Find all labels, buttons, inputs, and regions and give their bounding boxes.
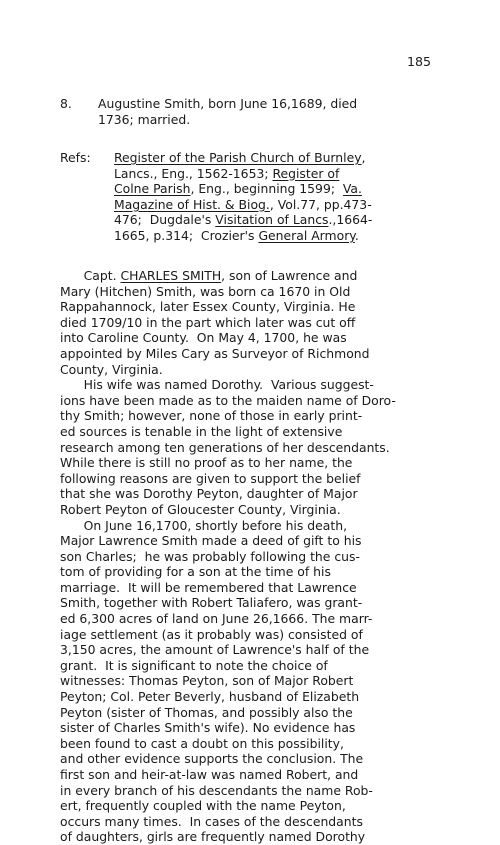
body-line [60, 611, 450, 627]
text-run: While there is still no proof as to her name, the [60, 455, 353, 471]
text-run: Robert Peyton of Gloucester County, Virginia. [60, 501, 341, 517]
underlined-text: Register of the Parish Church of Burnley [114, 150, 362, 165]
text-run: into Caroline County. On May 4, 1700, he was [60, 330, 347, 346]
text-run: ed sources is tenable in the light of extensive [60, 423, 343, 439]
body-line [60, 346, 450, 362]
body-line [60, 580, 450, 596]
body-line [60, 658, 450, 674]
body-text [60, 268, 450, 845]
text-run: County, Virginia. [60, 361, 163, 377]
refs-line [114, 150, 474, 166]
text-run: following reasons are given to support the belief [60, 470, 361, 486]
text-run: . [354, 227, 359, 243]
refs-line [114, 181, 474, 197]
body-line [60, 533, 450, 549]
text-run: witnesses: Thomas Peyton, son of Major Robert [60, 673, 354, 689]
body-line [60, 518, 450, 534]
text-run: grant. It is significant to note the choice of [60, 657, 328, 673]
underlined-text: Register of [272, 165, 340, 181]
body-line [60, 440, 450, 456]
refs-line [114, 197, 474, 213]
underlined-text: Va. [342, 181, 362, 197]
text-run: first son and heir-at-law was named Robert, and [60, 767, 359, 782]
refs-line [114, 228, 474, 244]
text-run: Major Lawrence Smith made a deed of gift to his [60, 533, 362, 549]
body-line [60, 549, 450, 565]
text-run: Capt. [60, 268, 121, 283]
text-run: ed 6,300 acres of land on June 26,1666. The marr- [60, 611, 373, 627]
text-run: Rappahannock, later Essex County, Virginia. He [60, 299, 356, 315]
refs-body [114, 150, 474, 244]
text-run: appointed by Miles Cary as Surveyor of Richmond [60, 345, 370, 361]
body-line [60, 783, 450, 799]
underlined-text: CHARLES SMITH [120, 268, 222, 283]
body-line [60, 471, 450, 487]
body-line [60, 564, 450, 580]
body-line [60, 627, 450, 643]
text-run: and other evidence supports the conclusion. The [60, 751, 364, 767]
body-line [60, 330, 450, 346]
body-line [60, 642, 450, 658]
text-run: ions have been made as to the maiden name of Doro- [60, 392, 396, 408]
body-line [60, 767, 450, 783]
refs-label: Refs: [60, 150, 91, 165]
text-run: iage settlement (as it probably was) consisted of [60, 626, 363, 642]
body-line [60, 408, 450, 424]
text-run: 1665, p.314; Crozier's [114, 227, 259, 243]
body-line [60, 284, 450, 300]
text-run: .,1664- [328, 212, 373, 228]
body-line [60, 268, 450, 284]
body-line [60, 829, 450, 845]
body-line [60, 689, 450, 705]
body-line [60, 705, 450, 721]
text-run: of daughters, girls are frequently named Dorothy [60, 829, 366, 845]
underlined-text: General Armory [258, 227, 355, 243]
entry-number: 8. [60, 96, 72, 111]
text-run: Peyton; Col. Peter Beverly, husband of Elizabeth [60, 689, 360, 705]
entry-line: 1736; married. [98, 111, 191, 127]
body-line [60, 486, 450, 502]
body-line [60, 315, 450, 331]
text-run: occurs many times. In cases of the descendants [60, 813, 363, 829]
underlined-text: Colne Parish [114, 181, 191, 197]
text-run: His wife was named Dorothy. Various suggest- [60, 377, 374, 393]
text-run: tom of providing for a son at the time of his [60, 564, 331, 580]
text-run: thy Smith; however, none of those in early print- [60, 408, 363, 424]
text-run: died 1709/10 in the part which later was cut off [60, 314, 356, 330]
text-run: 3,150 acres, the amount of Lawrence's half of the [60, 642, 370, 658]
body-line [60, 377, 450, 393]
entry-text [98, 96, 468, 127]
refs-line [114, 166, 474, 182]
text-run: Peyton (sister of Thomas, and possibly also the [60, 704, 353, 720]
text-run: 476; Dugdale's [114, 212, 216, 228]
entry-line: Augustine Smith, born June 16,1689, died [98, 96, 358, 111]
text-run: sister of Charles Smith's wife). No evidence has [60, 720, 356, 736]
text-run: ert, frequently coupled with the name Peyton, [60, 798, 346, 814]
body-line [60, 720, 450, 736]
text-run: been found to cast a doubt on this possibility, [60, 735, 344, 751]
text-run: , Vol.77, pp.473- [269, 196, 372, 212]
page-number: 185 [407, 54, 432, 69]
body-line [60, 814, 450, 830]
body-line [60, 595, 450, 611]
body-line [60, 798, 450, 814]
text-run: On June 16,1700, shortly before his death, [60, 517, 348, 533]
body-line [60, 299, 450, 315]
body-line [60, 455, 450, 471]
body-line [60, 673, 450, 689]
text-run: marriage. It will be remembered that Lawrence [60, 579, 357, 595]
underlined-text: Magazine of Hist. & Biog. [114, 196, 270, 212]
body-line [60, 736, 450, 752]
body-line [60, 424, 450, 440]
text-run: in every branch of his descendants the name Rob- [60, 782, 373, 798]
body-line [60, 393, 450, 409]
body-line [60, 751, 450, 767]
body-line [60, 362, 450, 378]
text-run: Smith, together with Robert Taliafero, was grant- [60, 595, 363, 611]
text-run: , son of Lawrence and [221, 268, 358, 283]
text-run: Lancs., Eng., 1562-1653; [114, 165, 273, 181]
underlined-text: Visitation of Lancs [215, 212, 329, 228]
text-run: that she was Dorothy Peyton, daughter of Major [60, 486, 358, 502]
text-run: , [361, 150, 366, 165]
text-run: research among ten generations of her descendants. [60, 439, 390, 455]
text-run: son Charles; he was probably following the cus- [60, 548, 360, 564]
text-run: , Eng., beginning 1599; [190, 181, 343, 197]
refs-line [114, 212, 474, 228]
body-line [60, 502, 450, 518]
text-run: Mary (Hitchen) Smith, was born ca 1670 in Old [60, 283, 351, 299]
